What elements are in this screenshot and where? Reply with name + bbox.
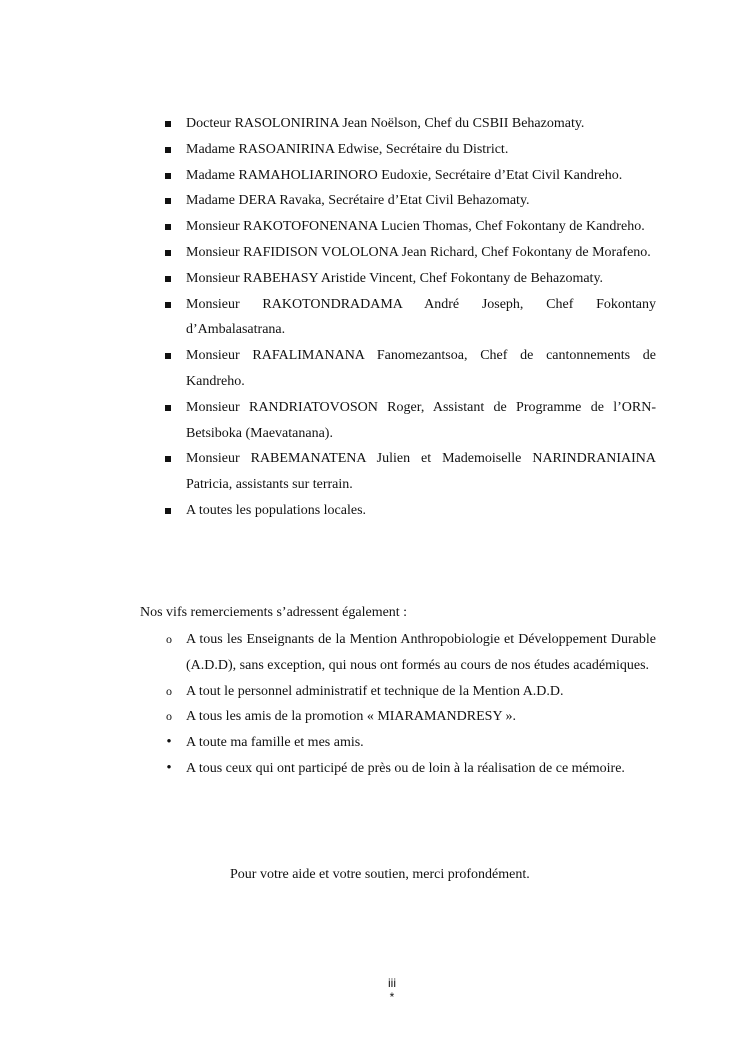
list-item-text: A tous les Enseignants de la Mention Anthropobiologie et Développement Durable (A.D.D), sans exception, qui nous ont formés au cours de nos études académiques. [186,632,656,673]
list-item [140,163,656,189]
square-bullet-icon [165,250,171,256]
dot-bullet-icon: • [166,759,172,776]
list-item [140,395,656,447]
list-item [140,111,656,137]
square-bullet-icon [165,121,171,127]
list-item-text: Madame RAMAHOLIARINORO Eudoxie, Secrétaire d’Etat Civil Kandreho. [186,167,623,183]
list-item-text: Monsieur RAFIDISON VOLOLONA Jean Richard, Chef Fokontany de Morafeno. [186,244,651,260]
footer-marker: * [389,990,395,1004]
square-bullet-icon [165,353,171,359]
list-item-text: Monsieur RAFALIMANANA Fanomezantsoa, Chef de cantonnements de Kandreho. [186,348,656,389]
list-item-text: Madame RASOANIRINA Edwise, Secrétaire du District. [186,141,509,157]
acknowledgements-list [140,111,656,524]
list-item-text: A toute ma famille et mes amis. [186,735,364,751]
list-item-text: A tous les amis de la promotion « MIARAMANDRESY ». [186,709,517,725]
list-item-text: Monsieur RABEMANATENA Julien et Mademoiselle NARINDRANIAINA Patricia, assistants sur terrain. [186,451,656,493]
square-bullet-icon [165,198,171,204]
list-item [140,704,656,730]
circle-bullet-icon: o [166,683,172,698]
list-item-text: A toutes les populations locales. [186,502,367,518]
list-item [140,679,656,705]
closing-sentence: Pour votre aide et votre soutien, merci profondément. [230,867,530,882]
list-item [140,498,656,524]
list-item [140,214,656,240]
square-bullet-icon [165,147,171,153]
square-bullet-icon [165,456,171,462]
list-item [140,627,656,679]
list-item [140,266,656,292]
list-item-text: Madame DERA Ravaka, Secrétaire d’Etat Civil Behazomaty. [186,193,530,209]
list-item [140,292,656,344]
square-bullet-icon [165,276,171,282]
list-item-text: Docteur RASOLONIRINA Jean Noëlson, Chef du CSBII Behazomaty. [186,116,585,131]
list-item [140,343,656,395]
circle-bullet-icon: o [166,632,172,646]
list-item [140,188,656,214]
list-item-text: Monsieur RAKOTONDRADAMA André Joseph, Chef Fokontany d’Ambalasatrana. [186,296,656,338]
square-bullet-icon [165,508,171,514]
list-item-text: A tout le personnel administratif et technique de la Mention A.D.D. [186,683,564,699]
page-number: iii [388,976,396,990]
list-item-text: Monsieur RANDRIATOVOSON Roger, Assistant de Programme de l’ORN-Betsiboka (Maevatanana). [186,399,656,441]
list-item [140,240,656,266]
thanks-intro: Nos vifs remerciements s’adressent également : [140,605,408,620]
dot-bullet-icon: • [166,734,172,751]
thanks-list [140,627,656,782]
list-item [140,137,656,163]
list-item-text: Monsieur RAKOTOFONENANA Lucien Thomas, Chef Fokontany de Kandreho. [186,219,645,235]
list-item [140,756,656,782]
circle-bullet-icon: o [166,709,172,724]
square-bullet-icon [165,173,171,179]
square-bullet-icon [165,302,171,308]
list-item [140,730,656,756]
list-item-text: Monsieur RABEHASY Aristide Vincent, Chef Fokontany de Behazomaty. [186,270,604,286]
square-bullet-icon [165,224,171,230]
square-bullet-icon [165,405,171,411]
list-item [140,446,656,498]
list-item-text: A tous ceux qui ont participé de près ou de loin à la réalisation de ce mémoire. [186,760,625,776]
